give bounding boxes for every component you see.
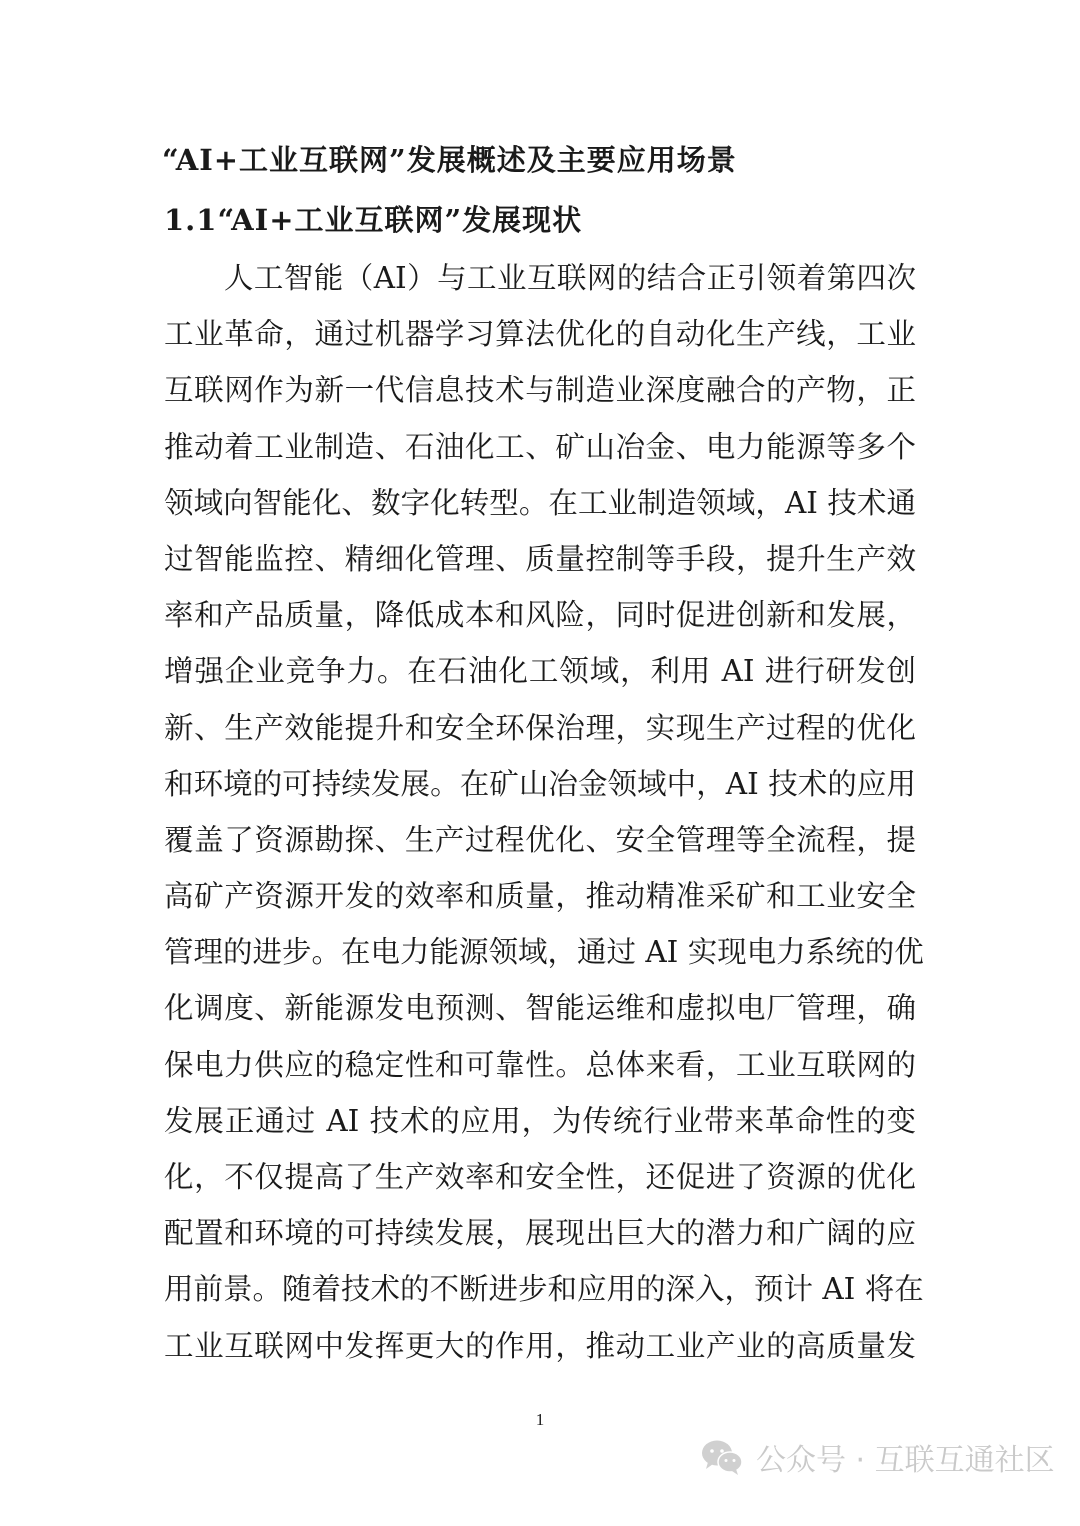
- watermark-text: 公众号 · 互联互通社区: [756, 1443, 1055, 1478]
- body-paragraph: [164, 250, 924, 1374]
- paragraph-line: 化调度、新能源发电预测、智能运维和虚拟电厂管理，确: [164, 991, 916, 1026]
- paragraph-line: 领域向智能化、数字化转型。在工业制造领域，AI 技术通: [164, 485, 916, 520]
- paragraph-line: 率和产品质量，降低成本和风险，同时促进创新和发展，: [164, 598, 916, 633]
- paragraph-line: 发展正通过 AI 技术的应用，为传统行业带来革命性的变: [164, 1103, 916, 1138]
- paragraph-line: 增强企业竞争力。在石油化工领域，利用 AI 进行研发创: [164, 654, 916, 689]
- paragraph-line: 用前景。随着技术的不断进步和应用的深入，预计 AI 将在: [164, 1272, 924, 1307]
- wechat-icon: [700, 1438, 744, 1476]
- section-heading: 1.1“AI+工业互联网”发展现状: [164, 203, 583, 237]
- paragraph-line: 化，不仅提高了生产效率和安全性，还促进了资源的优化: [164, 1160, 916, 1194]
- paragraph-line: 新、生产效能提升和安全环保治理，实现生产过程的优化: [164, 710, 916, 745]
- paragraph-line: 工业互联网中发挥更大的作用，推动工业产业的高质量发: [164, 1328, 916, 1363]
- page-number: 1: [535, 1410, 545, 1429]
- paragraph-line: 和环境的可持续发展。在矿山冶金领域中，AI 技术的应用: [164, 766, 916, 801]
- paragraph-line: 保电力供应的稳定性和可靠性。总体来看，工业互联网的: [164, 1047, 916, 1082]
- paragraph-line: 推动着工业制造、石油化工、矿山冶金、电力能源等多个: [164, 429, 916, 464]
- paragraph-line: 工业革命，通过机器学习算法优化的自动化生产线，工业: [164, 317, 916, 352]
- paragraph-line: 互联网作为新一代信息技术与制造业深度融合的产物，正: [164, 373, 916, 408]
- paragraph-line: 配置和环境的可持续发展，展现出巨大的潜力和广阔的应: [164, 1216, 916, 1251]
- paragraph-line: 高矿产资源开发的效率和质量，推动精准采矿和工业安全: [164, 879, 916, 914]
- paragraph-line: 覆盖了资源勘探、生产过程优化、安全管理等全流程，提: [164, 822, 916, 857]
- paragraph-line: 人工智能（AI）与工业互联网的结合正引领着第四次: [164, 261, 916, 295]
- watermark: [700, 1432, 1055, 1482]
- paragraph-line: 过智能监控、精细化管理、质量控制等手段，提升生产效: [164, 541, 916, 576]
- document-title: “AI+工业互联网”发展概述及主要应用场景: [162, 143, 737, 177]
- paragraph-line: 管理的进步。在电力能源领域，通过 AI 实现电力系统的优: [164, 935, 924, 970]
